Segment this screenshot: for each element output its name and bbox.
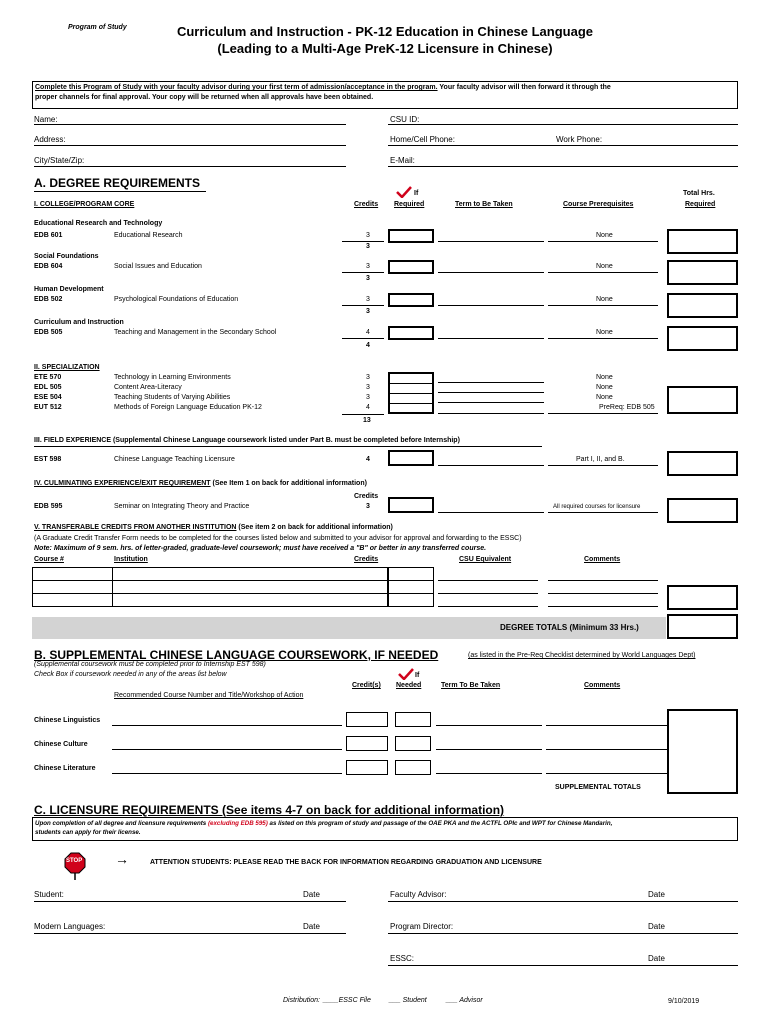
culminating-heading-rest: (See Item 1 on back for additional information) — [210, 480, 367, 487]
area-comments-line[interactable] — [546, 725, 667, 726]
address-field[interactable] — [34, 145, 346, 146]
transfer-heading-rest: (See item 2 on back for additional information) — [236, 524, 393, 531]
group-subtotal: 3 — [366, 275, 370, 282]
footer-date: 9/10/2019 — [668, 998, 700, 1005]
course-credits: 4 — [366, 456, 370, 463]
area-term-line[interactable] — [436, 749, 542, 750]
credits-line — [342, 414, 384, 415]
course-prereq: Part I, II, and B. — [576, 456, 625, 463]
transfer-heading-underlined: V. TRANSFERABLE CREDITS FROM ANOTHER INSTITUTION — [34, 524, 237, 531]
course-title: Methods of Foreign Language Education PK-12 — [114, 404, 262, 411]
section-c-text — [35, 820, 612, 827]
area-comments-line[interactable] — [546, 749, 667, 750]
specialization-heading: II. SPECIALIZATION — [34, 364, 100, 371]
total-hrs-box[interactable] — [667, 451, 738, 476]
prereq-line — [548, 413, 658, 414]
field-experience-underline — [34, 446, 542, 447]
prereq-line — [548, 465, 658, 466]
credits-line — [342, 338, 384, 339]
term-line[interactable] — [438, 392, 544, 393]
city-field[interactable] — [34, 166, 346, 167]
distribution-essc-file: ____ESSC File — [323, 997, 371, 1004]
area-comments-line[interactable] — [546, 773, 667, 774]
course-credits: 3 — [366, 296, 370, 303]
essc-date-label: Date — [648, 954, 665, 963]
faculty-advisor-label: Faculty Advisor: — [390, 890, 447, 899]
address-label: Address: — [34, 135, 66, 144]
checkmark-icon — [398, 668, 414, 680]
area-course-line[interactable] — [112, 749, 342, 750]
comments-line[interactable] — [548, 606, 658, 607]
course-title: Chinese Language Teaching Licensure — [114, 456, 235, 463]
term-line[interactable] — [438, 272, 544, 273]
course-credits: 3 — [366, 503, 370, 510]
total-hrs-box[interactable] — [667, 326, 738, 351]
course-credits: 3 — [366, 232, 370, 239]
section-c-text-b: as listed on this program of study and passage of the OAE PKA and the ACTFL OPIc and WPT for Chinese Mandarin, — [267, 820, 613, 827]
equiv-line[interactable] — [438, 580, 538, 581]
term-line[interactable] — [438, 382, 544, 383]
intro-text-line1 — [35, 84, 611, 91]
if-required-checkbox[interactable] — [388, 260, 434, 274]
phone-field[interactable] — [388, 145, 738, 146]
section-a-underline — [34, 191, 206, 192]
course-prereq: PreReq: EDB 505 — [599, 404, 655, 411]
transfer-line1: (A Graduate Credit Transfer Form needs to be completed for the courses listed below and submitted to your advisor for approval and forwarding to the ESSC) — [34, 535, 522, 542]
term-line[interactable] — [438, 402, 544, 403]
student-signature-line[interactable] — [34, 901, 346, 902]
course-code: EDB 604 — [34, 263, 63, 270]
course-prereq: None — [596, 394, 613, 401]
total-hrs-box[interactable] — [667, 229, 738, 254]
group-subtotal: 3 — [366, 243, 370, 250]
section-a-heading: A. DEGREE REQUIREMENTS — [34, 176, 201, 190]
equiv-line[interactable] — [438, 593, 538, 594]
if-required-checkbox[interactable] — [388, 326, 434, 340]
course-title: Content Area-Literacy — [114, 384, 182, 391]
col-credits: Credit(s) — [352, 682, 381, 689]
total-hrs-box[interactable] — [667, 498, 738, 523]
modern-signature-line[interactable] — [34, 933, 346, 934]
section-c-heading — [34, 803, 504, 817]
area-label: Chinese Linguistics — [34, 717, 101, 724]
total-hrs-box[interactable] — [667, 585, 738, 610]
course-title: Educational Research — [114, 232, 183, 239]
section-b-heading-text: B. SUPPLEMENTAL CHINESE LANGUAGE COURSEWORK, IF NEEDED — [34, 648, 439, 662]
core-group-name: Human Development — [34, 286, 104, 293]
course-credits: 3 — [366, 263, 370, 270]
course-credits: 4 — [366, 404, 370, 411]
course-code: EUT 512 — [34, 404, 62, 411]
name-label: Name: — [34, 115, 58, 124]
director-date-label: Date — [648, 922, 665, 931]
col-comments: Comments — [584, 682, 621, 689]
area-course-line[interactable] — [112, 725, 342, 726]
course-code: EDB 601 — [34, 232, 63, 239]
field-experience-heading: III. FIELD EXPERIENCE (Supplemental Chinese Language coursework listed under Part B. must be completed before Internship) — [34, 437, 460, 444]
course-credits: 4 — [366, 329, 370, 336]
col-term: Term to Be Taken — [455, 201, 513, 208]
if-required-checkbox[interactable] — [388, 293, 434, 307]
specialization-checkbox-grid[interactable] — [388, 372, 434, 414]
area-label: Chinese Literature — [34, 765, 96, 772]
city-label: City/State/Zip: — [34, 156, 85, 165]
course-title: Teaching Students of Varying Abilities — [114, 394, 231, 401]
col-term: Term To Be Taken — [441, 682, 501, 689]
area-needed-checkbox[interactable] — [395, 760, 431, 775]
intro-rest: Your faculty advisor will then forward it through the — [437, 84, 611, 91]
csu-id-label: CSU ID: — [390, 115, 420, 124]
transfer-col-institution: Institution — [114, 556, 148, 563]
degree-totals-label: DEGREE TOTALS (Minimum 33 Hrs.) — [500, 623, 639, 632]
col-total-1: Total Hrs. — [683, 190, 715, 197]
col-required: Required — [394, 201, 425, 208]
course-credits: 3 — [366, 394, 370, 401]
course-code: EDL 505 — [34, 384, 62, 391]
home-phone-label: Home/Cell Phone: — [390, 135, 455, 144]
program-of-study-label: Program of Study — [68, 24, 127, 31]
transfer-col-comments: Comments — [584, 556, 621, 563]
course-title: Psychological Foundations of Education — [114, 296, 239, 303]
supplemental-totals-label: SUPPLEMENTAL TOTALS — [555, 784, 641, 791]
area-needed-checkbox[interactable] — [395, 736, 431, 751]
term-line[interactable] — [438, 413, 544, 414]
section-b-heading-note: (as listed in the Pre-Req Checklist determined by World Languages Dept) — [468, 652, 696, 659]
transfer-heading — [34, 524, 393, 531]
course-title: Teaching and Management in the Secondary School — [114, 329, 277, 336]
distribution-label: Distribution: — [283, 997, 320, 1004]
course-code: EDB 505 — [34, 329, 63, 336]
total-hrs-box[interactable] — [667, 260, 738, 285]
comments-line[interactable] — [548, 580, 658, 581]
term-line[interactable] — [438, 512, 544, 513]
recommended-label: Recommended Course Number and Title/Workshop of Action — [114, 692, 304, 699]
course-title: Technology in Learning Environments — [114, 374, 231, 381]
transfer-col-equiv: CSU Equivalent — [459, 556, 512, 563]
student-signature-label: Student: — [34, 890, 64, 899]
culminating-heading-underlined: IV. CULMINATING EXPERIENCE/EXIT REQUIREMENT — [34, 480, 211, 487]
course-title: Seminar on Integrating Theory and Practice — [114, 503, 250, 510]
csu-id-field[interactable] — [388, 124, 738, 125]
stop-sign-text: STOP — [66, 858, 83, 864]
prereq-line — [548, 305, 658, 306]
credits-line — [342, 272, 384, 273]
course-code: EDB 595 — [34, 503, 63, 510]
faculty-signature-line[interactable] — [388, 901, 738, 902]
work-phone-label: Work Phone: — [556, 135, 603, 144]
prereq-line — [548, 338, 658, 339]
area-credits-box[interactable] — [346, 712, 388, 727]
core-group-name: Curriculum and Instruction — [34, 319, 124, 326]
supplemental-totals-box[interactable] — [667, 709, 738, 794]
col-if: If — [414, 190, 419, 197]
section-c-text-red: (excluding EDB 595) — [207, 820, 268, 827]
credits-line — [342, 241, 384, 242]
distribution-student: ___ Student — [389, 997, 427, 1004]
course-prereq: None — [596, 296, 613, 303]
modern-date-label: Date — [303, 922, 320, 931]
section-c-text-a: Upon completion of all degree and licensure requirements — [35, 820, 208, 827]
course-credits: 3 — [366, 374, 370, 381]
director-signature-line[interactable] — [388, 933, 738, 934]
course-code: ESE 504 — [34, 394, 62, 401]
col-total-2: Required — [685, 201, 716, 208]
student-date-label: Date — [303, 890, 320, 899]
stop-sign-icon — [64, 852, 86, 885]
group-subtotal: 3 — [366, 308, 370, 315]
page-title: Curriculum and Instruction - PK-12 Education in Chinese Language — [176, 24, 594, 39]
essc-label: ESSC: — [390, 954, 415, 963]
prereq-line — [548, 272, 658, 273]
term-line[interactable] — [438, 241, 544, 242]
if-required-checkbox[interactable] — [388, 450, 434, 466]
faculty-date-label: Date — [648, 890, 665, 899]
if-required-checkbox[interactable] — [388, 497, 434, 513]
if-required-checkbox[interactable] — [388, 229, 434, 243]
course-prereq: None — [596, 384, 613, 391]
col-if: If — [415, 672, 420, 679]
course-credits: 3 — [366, 384, 370, 391]
course-prereq: None — [596, 329, 613, 336]
area-term-line[interactable] — [436, 773, 542, 774]
essc-signature-line[interactable] — [388, 965, 738, 966]
transfer-note: Note: Maximum of 9 sem. hrs. of letter-graded, graduate-level coursework; must have received a "B" or better in any transferred course. — [34, 545, 487, 552]
degree-totals-box[interactable] — [667, 614, 738, 639]
culminating-heading — [34, 480, 367, 487]
email-label: E-Mail: — [390, 156, 415, 165]
section-c-text-line2: students can apply for their license. — [35, 829, 141, 836]
area-needed-checkbox[interactable] — [395, 712, 431, 727]
comments-line[interactable] — [548, 593, 658, 594]
group-subtotal: 4 — [366, 342, 370, 349]
section-c-heading-text: C. LICENSURE REQUIREMENTS (See items 4-7 on back for additional information) — [34, 803, 505, 817]
page-subtitle: (Leading to a Multi-Age PreK-12 Licensure in Chinese) — [217, 41, 553, 56]
credits-line — [342, 305, 384, 306]
intro-text-line2: proper channels for final approval. Your copy will be returned when all approvals have been obtained. — [35, 94, 374, 101]
course-title: Social Issues and Education — [114, 263, 202, 270]
arrow-icon: → — [115, 851, 129, 867]
core-heading: I. COLLEGE/PROGRAM CORE — [34, 201, 135, 208]
name-field[interactable] — [34, 124, 346, 125]
col-needed: Needed — [396, 682, 422, 689]
transfer-col-credits: Credits — [354, 556, 379, 563]
checkmark-icon — [396, 186, 412, 198]
transfer-credits-boxes[interactable] — [388, 567, 434, 607]
section-b-heading — [34, 648, 438, 662]
course-prereq: None — [596, 263, 613, 270]
prereq-line — [548, 241, 658, 242]
term-line[interactable] — [438, 465, 544, 466]
course-prereq: None — [596, 232, 613, 239]
area-credits-box[interactable] — [346, 760, 388, 775]
core-group-name: Social Foundations — [34, 253, 99, 260]
prereq-line — [548, 512, 658, 513]
transfer-col-course: Course # — [34, 556, 64, 563]
attention-text: ATTENTION STUDENTS: PLEASE READ THE BACK FOR INFORMATION REGARDING GRADUATION AND LICENSURE — [150, 859, 542, 866]
modern-languages-label: Modern Languages: — [34, 922, 106, 931]
course-code: EST 598 — [34, 456, 62, 463]
area-term-line[interactable] — [436, 725, 542, 726]
section-b-sub1: (Supplemental coursework must be completed prior to Internship EST 598) — [34, 661, 266, 668]
area-credits-box[interactable] — [346, 736, 388, 751]
term-line[interactable] — [438, 338, 544, 339]
culminating-credits-label: Credits — [354, 493, 379, 500]
area-course-line[interactable] — [112, 773, 342, 774]
term-line[interactable] — [438, 305, 544, 306]
email-field[interactable] — [388, 166, 738, 167]
total-hrs-box[interactable] — [667, 293, 738, 318]
transfer-table[interactable] — [32, 567, 388, 607]
course-code: ETE 570 — [34, 374, 62, 381]
intro-underlined: Complete this Program of Study with your faculty advisor during your first term of admission/acceptance in the program. — [35, 84, 438, 91]
area-label: Chinese Culture — [34, 741, 88, 748]
equiv-line[interactable] — [438, 606, 538, 607]
program-director-label: Program Director: — [390, 922, 454, 931]
course-prereq: All required courses for licensure — [553, 504, 641, 510]
total-hrs-box[interactable] — [667, 386, 738, 414]
col-credits: Credits — [354, 201, 379, 208]
course-prereq: None — [596, 374, 613, 381]
section-b-sub2: Check Box if coursework needed in any of the areas list below — [34, 671, 227, 678]
specialization-subtotal: 13 — [363, 417, 371, 424]
col-prereq: Course Prerequisites — [563, 201, 634, 208]
course-code: EDB 502 — [34, 296, 63, 303]
distribution-advisor: ___ Advisor — [446, 997, 483, 1004]
core-group-name: Educational Research and Technology — [34, 220, 163, 227]
